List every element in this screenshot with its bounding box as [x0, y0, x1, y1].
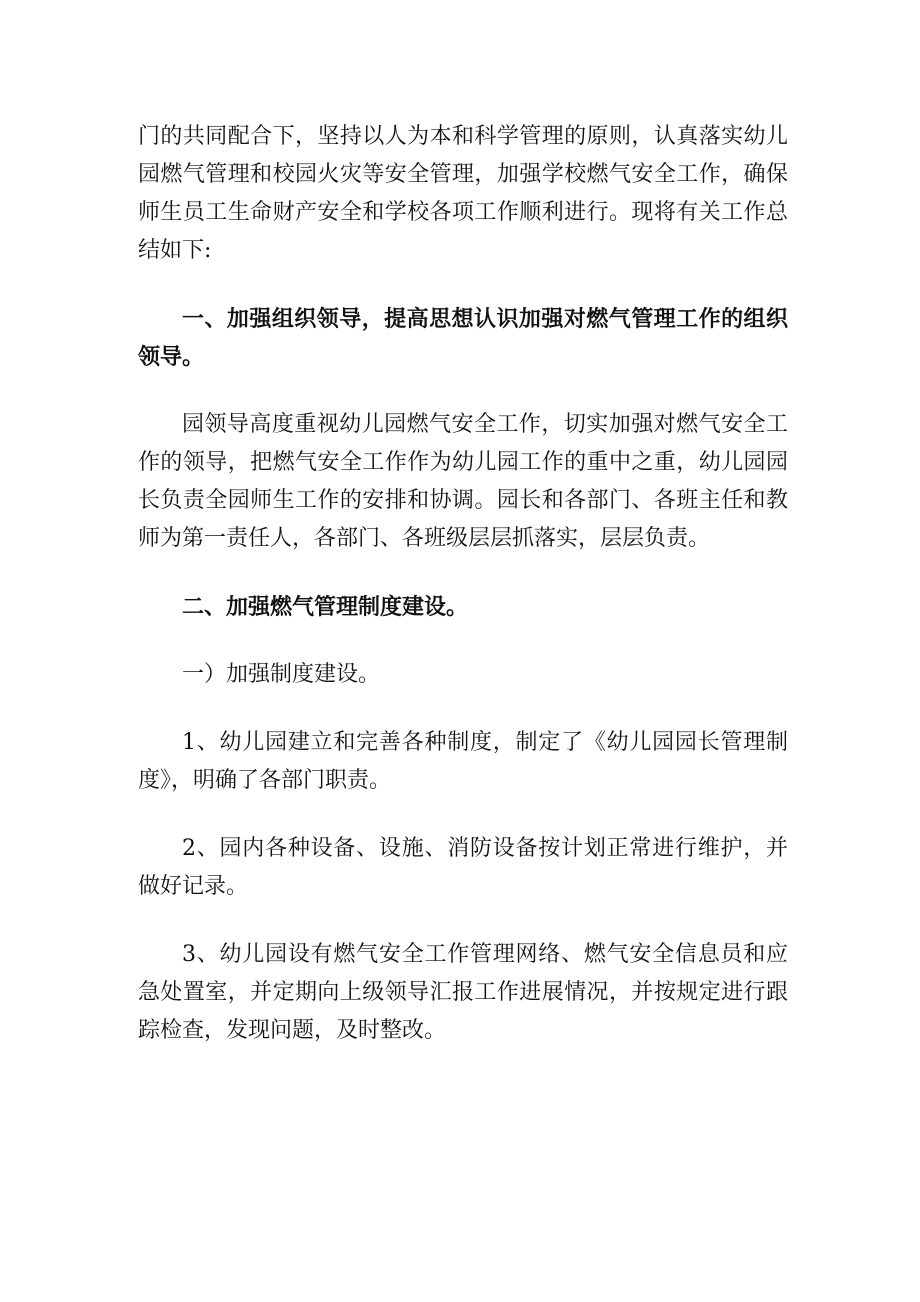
intro-continuation-paragraph: 门的共同配合下，坚持以人为本和科学管理的原则，认真落实幼儿园燃气管理和校园火灾等安全管理，加强学校燃气安全工作，确保师生员工生命财产安全和学校各项工作顺利进行。现将有关工作总结如下:	[138, 124, 788, 263]
section-1-heading: 一、加强组织领导，提高思想认识加强对燃气管理工作的组织领导。	[138, 306, 788, 370]
subsection-1-heading: 一）加强制度建设。	[182, 662, 381, 687]
list-item-1: 1、幼儿园建立和完善各种制度，制定了《幼儿园园长管理制度》，明确了各部门职责。	[138, 730, 788, 793]
section-2-heading: 二、加强燃气管理制度建设。	[182, 594, 469, 620]
list-item-2: 2、园内各种设备、设施、消防设备按计划正常进行维护，并做好记录。	[138, 836, 788, 899]
document-body	[138, 118, 788, 1080]
list-item-3: 3、幼儿园设有燃气安全工作管理网络、燃气安全信息员和应急处置室，并定期向上级领导汇报工作进展情况，并按规定进行跟踪检查，发现问题，及时整改。	[138, 942, 788, 1043]
section-1-paragraph: 园领导高度重视幼儿园燃气安全工作，切实加强对燃气安全工作的领导，把燃气安全工作作为幼儿园工作的重中之重，幼儿园园长负责全园师生工作的安排和协调。园长和各部门、各班主任和教师为第一责任人，各部门、各班级层层抓落实，层层负责。	[138, 412, 788, 551]
